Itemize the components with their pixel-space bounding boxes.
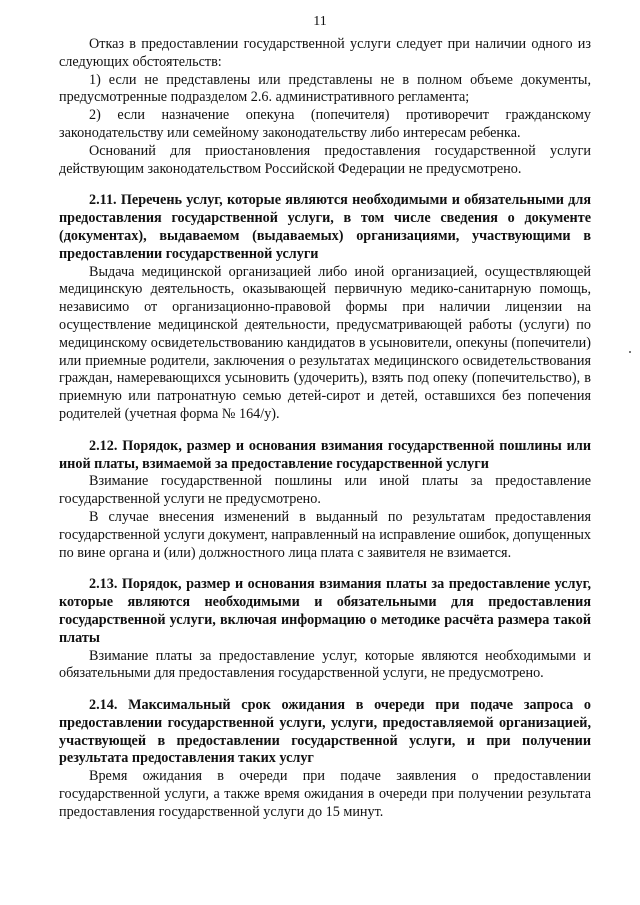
- section-2-11-heading: 2.11. Перечень услуг, которые являются необходимыми и обязательными для предоставления государственной услуги, в том числе сведения о документе (документах), выдаваемом (выдаваемых) организациями, участвующими в предоставлении государственной услуги: [59, 192, 591, 262]
- section-2-12-body-2: В случае внесения изменений в выданный по результатам предоставления государственной услуги документ, направленный на исправление ошибок, допущенных по вине органа и (или) должностного лица плата с заявителя не взимается.: [59, 508, 591, 561]
- page-number: 11: [313, 14, 327, 29]
- section-2-13-body: Взимание платы за предоставление услуг, которые являются необходимыми и обязательными для предоставления государственной услуги, не предусмотрено.: [59, 647, 591, 682]
- section-2-14-body: Время ожидания в очереди при подаче заявления о предоставлении государственной услуги, а также время ожидания в очереди при получении результата предоставления государственной услуги до 15 минут.: [59, 768, 591, 820]
- section-2-11-body: Выдача медицинской организацией либо иной организацией, осуществляющей медицинскую деятельность, оказывающей первичную медико-санитарную помощь, независимо от организационно-правовой формы при наличии лицензии на осуществление медицинской деятельности, предусматривающей работы (услуги) по медицинскому освидетельствованию кандидатов в усыновители, опекуны (попечители) или приемные родители, заключения о результатах медицинского освидетельствования граждан, намеревающихся усыновить (удочерить), взять под опеку (попечительство), в приемную или патронатную семью детей-сирот и детей, оставшихся без попечения родителей (учетная форма № 164/у).: [59, 263, 591, 422]
- scan-speck: [629, 351, 631, 353]
- section-2-14-heading: 2.14. Максимальный срок ожидания в очереди при подаче запроса о предоставлении государственной услуги, услуги, предоставляемой организацией, участвующей в предоставлении государственной услуги, и при получении результата предоставления таких услуг: [59, 697, 591, 767]
- section-2-12-body-1: Взимание государственной пошлины или иной платы за предоставление государственной услуги не предусмотрено.: [59, 473, 591, 508]
- section-2-12-heading: 2.12. Порядок, размер и основания взимания государственной пошлины или иной платы, взимаемой за предоставление государственной услуги: [59, 437, 591, 472]
- suspension-grounds: Оснований для приостановления предоставления государственной услуги действующим законодательством Российской Федерации не предусмотрено.: [59, 142, 591, 177]
- refusal-grounds-lead: Отказ в предоставлении государственной услуги следует при наличии одного из следующих обстоятельств:: [59, 36, 591, 70]
- section-2-13-heading: 2.13. Порядок, размер и основания взимания платы за предоставление услуг, которые являются необходимыми и обязательными для предоставления государственной услуги, включая информацию о методике расчёта размера такой платы: [59, 576, 591, 646]
- page-content: [59, 36, 591, 822]
- refusal-ground-1: 1) если не представлены или представлены не в полном объеме документы, предусмотренные подразделом 2.6. административного регламента;: [59, 71, 591, 106]
- refusal-ground-2: 2) если назначение опекуна (попечителя) противоречит гражданскому законодательству или семейному законодательству либо интересам ребенка.: [59, 107, 591, 141]
